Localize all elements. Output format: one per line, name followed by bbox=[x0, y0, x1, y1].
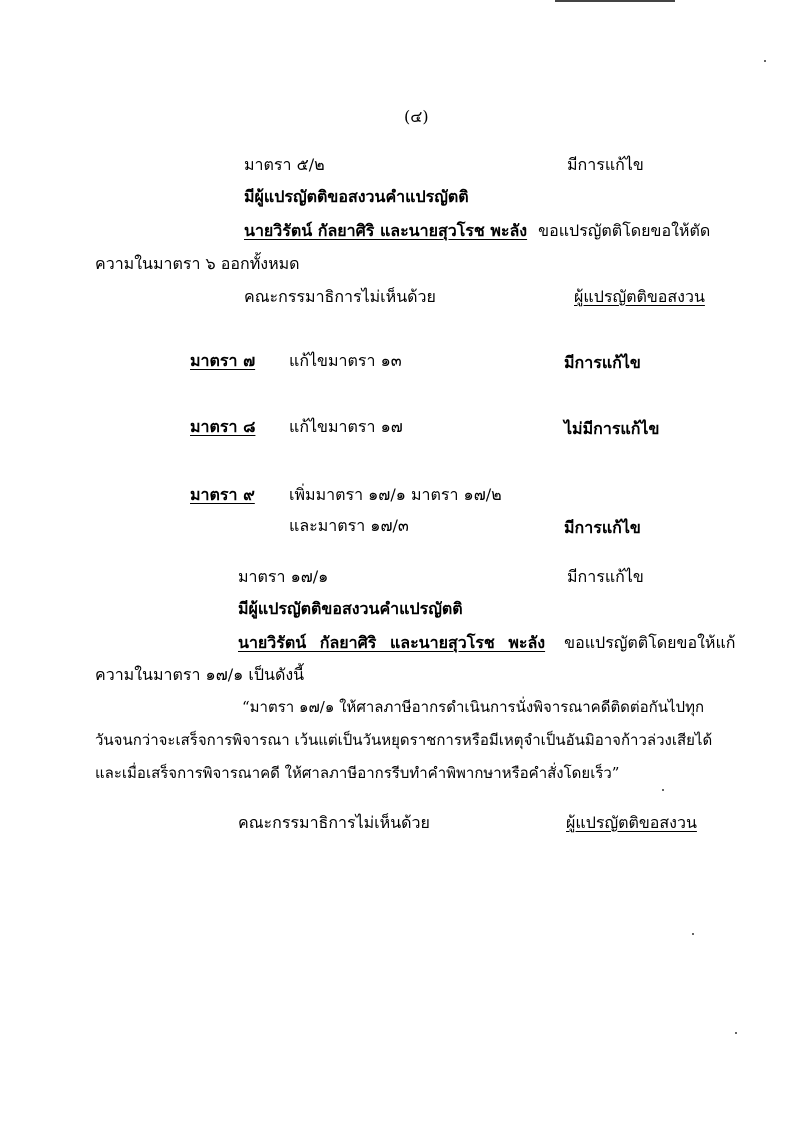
quoted-text-line: และเมื่อเสร็จการพิจารณาคดี ให้ศาลภาษีอากรรีบทำคำพิพากษาหรือคำสั่งโดยเร็ว” bbox=[95, 764, 620, 782]
committee-opinion: คณะกรรมาธิการไม่เห็นด้วย bbox=[244, 287, 436, 306]
section-status: มีการแก้ไข bbox=[567, 567, 644, 586]
quoted-text-line: “มาตรา ๑๗/๑ ให้ศาลภาษีอากรดำเนินการนั่งพิจารณาคดีติดต่อกันไปทุก bbox=[242, 698, 705, 716]
mover-names: นายวิรัตน์ กัลยาศิริ และนายสุวโรช พะลัง bbox=[238, 633, 546, 652]
section-description: แก้ไขมาตรา ๑๗ bbox=[289, 417, 403, 436]
section-description-cont: และมาตรา ๑๗/๓ bbox=[289, 516, 409, 535]
motion-continuation: ความในมาตรา ๑๗/๑ เป็นดังนี้ bbox=[95, 665, 305, 684]
motion-text: ขอแปรญัตติโดยขอให้ตัด bbox=[538, 221, 711, 240]
section-status: มีการแก้ไข bbox=[564, 353, 641, 372]
section-label: มาตรา ๗ bbox=[190, 351, 256, 370]
scan-speck bbox=[662, 789, 664, 791]
section-status: มีการแก้ไข bbox=[567, 155, 644, 174]
section-label: มาตรา ๑๗/๑ bbox=[238, 567, 329, 586]
section-status: ไม่มีการแก้ไข bbox=[564, 419, 660, 438]
reservation-note: ผู้แปรญัตติขอสงวน bbox=[574, 287, 705, 306]
section-description: แก้ไขมาตรา ๑๓ bbox=[289, 351, 402, 370]
motion-line bbox=[238, 632, 735, 654]
scan-speck bbox=[692, 933, 694, 935]
page-number: (๔) bbox=[404, 107, 429, 126]
motion-line bbox=[244, 220, 710, 242]
motion-text: ขอแปรญัตติโดยขอให้แก้ bbox=[564, 633, 736, 652]
section-label: มาตรา ๘ bbox=[190, 417, 256, 436]
scan-speck bbox=[764, 60, 766, 62]
section-label: มาตรา ๕/๒ bbox=[244, 155, 325, 174]
quoted-text-line: วันจนกว่าจะเสร็จการพิจารณา เว้นแต่เป็นวันหยุดราชการหรือมีเหตุจำเป็นอันมิอาจก้าวล่วงเสียได้ bbox=[95, 731, 713, 749]
mover-names: นายวิรัตน์ กัลยาศิริ และนายสุวโรช พะลัง bbox=[244, 221, 528, 240]
section-status: มีการแก้ไข bbox=[564, 518, 641, 537]
reservation-heading: มีผู้แปรญัตติขอสงวนคำแปรญัตติ bbox=[238, 599, 463, 618]
section-label: มาตรา ๙ bbox=[190, 485, 255, 504]
reservation-note: ผู้แปรญัตติขอสงวน bbox=[566, 813, 697, 832]
committee-opinion: คณะกรรมาธิการไม่เห็นด้วย bbox=[238, 813, 430, 832]
scan-edge-line bbox=[555, 0, 675, 2]
motion-continuation: ความในมาตรา ๖ ออกทั้งหมด bbox=[95, 254, 300, 273]
section-description: เพิ่มมาตรา ๑๗/๑ มาตรา ๑๗/๒ bbox=[289, 485, 502, 504]
reservation-heading: มีผู้แปรญัตติขอสงวนคำแปรญัตติ bbox=[244, 187, 469, 206]
scan-speck bbox=[735, 1032, 737, 1034]
